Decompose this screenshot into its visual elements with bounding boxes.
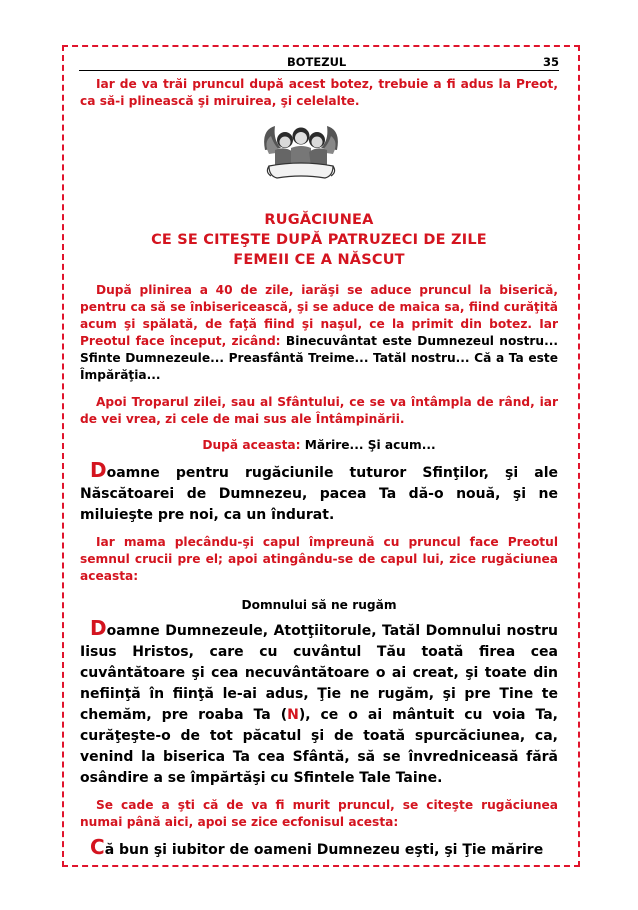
- prayer-almighty-part2: ), ce o ai mântuit cu voia Ta, curăţeşte-o de tot păcatul şi de toată spurcăciunea, ca, venind la biserica Ta cea Sfântă, să se învredniceasă fără osândire a se împărtăşi cu Sfintele Tale Taine.: [80, 707, 558, 786]
- rubric-forty-days: [80, 282, 558, 384]
- title-line-3: FEMEII CE A NĂSCUT: [233, 252, 405, 268]
- page-number: 35: [542, 55, 559, 69]
- running-header: [79, 55, 559, 71]
- rubric-troparion: Apoi Troparul zilei, sau al Sfântului, ce se va întâmpla de rând, iar de vei vrea, zi cele de mai sus ale Întâmpinării.: [80, 395, 558, 426]
- header-title: BOTEZUL: [287, 55, 347, 69]
- chapter-title: [80, 210, 558, 270]
- prayer-saints-text: oamne pentru rugăciunile tuturor Sfinţilor, şi ale Născătoarei de Dumnezeu, pacea Ta dă-o nouă, şi ne miluieşte pre noi, ca un îndurat.: [80, 465, 558, 523]
- prayer-almighty-initial: D: [90, 616, 107, 640]
- title-line-1: RUGĂCIUNEA: [264, 212, 374, 228]
- prayer-ekphonesis: [80, 837, 558, 861]
- rubric-after-this-black: Mărire... Şi acum...: [300, 438, 436, 452]
- prayer-ekphonesis-text: ă bun şi iubitor de oameni Dumnezeu eşti, şi Ţie mărire: [104, 842, 544, 858]
- title-line-2: CE SE CITEŞTE DUPĂ PATRUZECI DE ZILE: [151, 232, 487, 248]
- rubric-forty-days-red: După plinirea a 40 de zile, iarăşi se aduce pruncul la biserică, pentru ca să se înbisericească, şi se aduce de maica sa, fiind curăţită acum şi spălată, de faţă fiind şi naşul, ce la primit din botez. Iar Preotul face început, zicând:: [80, 283, 558, 348]
- rubric-after-this-red: După aceasta:: [202, 438, 301, 452]
- rubric-let-us-pray: Domnului să ne rugăm: [241, 598, 397, 612]
- prayer-almighty: [80, 618, 558, 789]
- prayer-almighty-part1: oamne Dumnezeule, Atotţiitorule, Tatăl Domnului nostru Iisus Hristos, care cu cuvântul Tău toată firea cea cuvântătoare şi cea necuvântătoare o ai creat, şi toate din nefiinţă în fiinţă le-ai adus, Ţie ne rugăm, şi pre Tine te chemăm, pre roaba Ta (: [80, 623, 558, 723]
- rubric-after-this: [80, 437, 558, 454]
- prayer-saints-initial: D: [90, 458, 107, 482]
- three-angels-vignette-icon: [261, 120, 341, 184]
- prayer-saints: [80, 460, 558, 526]
- header-rule-line: [79, 70, 559, 72]
- intro-rubric: Iar de va trăi pruncul după acest botez, trebuie a fi adus la Preot, ca să-i plinească şi miruirea, şi celelalte.: [80, 77, 558, 108]
- rubric-mother-bows: Iar mama plecându-şi capul împreună cu pruncul face Preotul semnul crucii pre el; apoi atingându-se de capul lui, zice rugăciunea aceasta:: [80, 535, 558, 583]
- page-content: [80, 76, 558, 861]
- rubric-forty-days-black: Binecuvântat este Dumnezeul nostru... Sfinte Dumnezeule... Preasfântă Treime... Tatăl nostru... Că a Ta este Împărăţia...: [80, 334, 558, 382]
- vignette: [80, 120, 558, 190]
- prayer-ekphonesis-initial: C: [90, 835, 105, 859]
- name-marker: N: [287, 707, 299, 723]
- rubric-if-child-died: Se cade a şti că de va fi murit pruncul, se citeşte rugăciunea numai până aici, apoi se zice ecfonisul acesta:: [80, 798, 558, 829]
